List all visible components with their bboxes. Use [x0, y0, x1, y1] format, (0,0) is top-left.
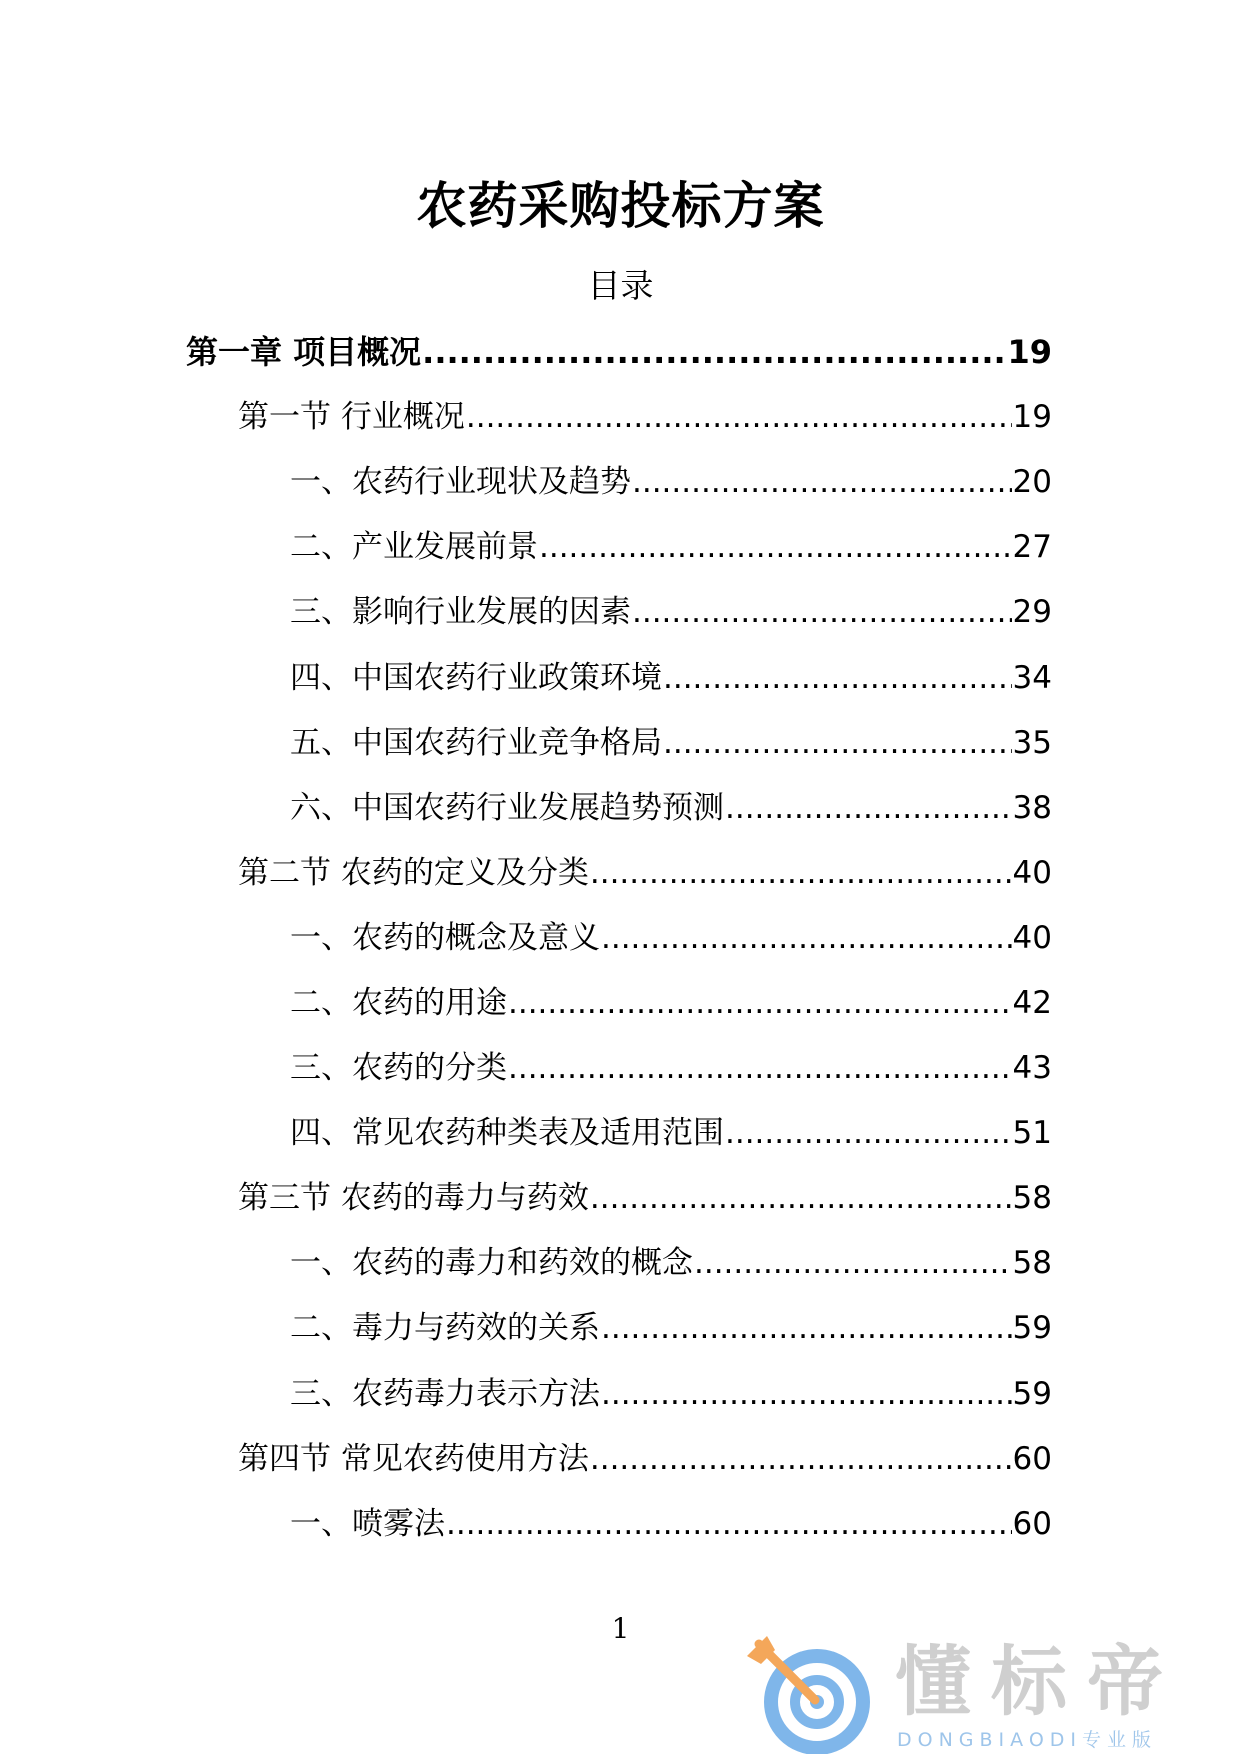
toc-leader-dots [508, 1046, 1012, 1090]
toc-entry-page: 40 [1012, 920, 1052, 956]
toc-entry-label: 二、产业发展前景 [290, 529, 538, 565]
toc-entry-page: 19 [1007, 333, 1052, 371]
toc-entry-page: 59 [1012, 1310, 1052, 1346]
toc-entry-label: 第二节 农药的定义及分类 [238, 855, 589, 891]
toc-entry-label: 第三节 农药的毒力与药效 [238, 1180, 589, 1216]
toc-leader-dots [590, 1437, 1012, 1481]
toc-entry-label: 五、中国农药行业竞争格局 [290, 725, 662, 761]
watermark [745, 1636, 1215, 1754]
toc-entry[interactable] [290, 1372, 1052, 1416]
toc-entry-page: 40 [1012, 855, 1052, 891]
toc-entry-label: 第一章 项目概况 [186, 333, 422, 371]
toc-leader-dots [601, 1306, 1012, 1350]
document-title: 农药采购投标方案 [416, 177, 825, 235]
toc-entry-page: 34 [1012, 660, 1052, 696]
toc-entry-page: 51 [1012, 1115, 1052, 1151]
toc-entry-label: 一、农药的毒力和药效的概念 [290, 1245, 693, 1281]
toc-entry[interactable] [290, 1306, 1052, 1350]
toc-entry[interactable] [290, 1502, 1052, 1546]
toc-entry-page: 43 [1012, 1050, 1052, 1086]
toc-leader-dots [422, 330, 1006, 374]
toc-leader-dots [590, 1176, 1012, 1220]
toc-entry-label: 一、农药行业现状及趋势 [290, 464, 631, 500]
watermark-subtitle: DONGBIAODI专业版 [897, 1729, 1158, 1751]
toc-entry-label: 第一节 行业概况 [238, 399, 465, 435]
toc-entry[interactable] [238, 1176, 1052, 1220]
toc-entry-page: 58 [1012, 1180, 1052, 1216]
toc-entry[interactable] [238, 851, 1052, 895]
toc-leader-dots [590, 851, 1012, 895]
toc-entry[interactable] [290, 786, 1052, 830]
toc-entry-label: 二、农药的用途 [290, 985, 507, 1021]
toc-leader-dots [539, 525, 1012, 569]
toc-leader-dots [663, 656, 1012, 700]
toc-entry-label: 二、毒力与药效的关系 [290, 1310, 600, 1346]
toc-entry-label: 四、中国农药行业政策环境 [290, 660, 662, 696]
toc-entry-label: 三、农药的分类 [290, 1050, 507, 1086]
toc-entry[interactable] [290, 460, 1052, 504]
toc-entry-label: 一、农药的概念及意义 [290, 920, 600, 956]
toc-entry-label: 一、喷雾法 [290, 1506, 445, 1542]
toc-leader-dots [632, 590, 1012, 634]
toc-entry[interactable] [290, 1241, 1052, 1285]
toc-entry-page: 19 [1012, 399, 1052, 435]
toc-leader-dots [725, 1111, 1012, 1155]
toc-entry-label: 三、影响行业发展的因素 [290, 594, 631, 630]
toc-entry[interactable] [290, 590, 1052, 634]
toc-leader-dots [508, 981, 1012, 1025]
toc-entry[interactable] [238, 1437, 1052, 1481]
toc-entry[interactable] [290, 721, 1052, 765]
toc-entry-page: 27 [1012, 529, 1052, 565]
toc-entry-page: 35 [1012, 725, 1052, 761]
toc-entry[interactable] [238, 395, 1052, 439]
toc-entry-page: 59 [1012, 1376, 1052, 1412]
toc-entry[interactable] [290, 916, 1052, 960]
toc-leader-dots [466, 395, 1012, 439]
toc-entry-page: 38 [1012, 790, 1052, 826]
toc-entry-page: 60 [1012, 1441, 1052, 1477]
watermark-brand: 懂标帝 [895, 1637, 1183, 1726]
toc-entry-page: 20 [1012, 464, 1052, 500]
toc-leader-dots [601, 916, 1012, 960]
toc-entry-label: 六、中国农药行业发展趋势预测 [290, 790, 724, 826]
toc-leader-dots [446, 1502, 1012, 1546]
toc-leader-dots [694, 1241, 1012, 1285]
toc-heading: 目录 [587, 266, 654, 305]
toc-entry-page: 60 [1012, 1506, 1052, 1542]
toc-entry-page: 42 [1012, 985, 1052, 1021]
toc-entry[interactable] [290, 981, 1052, 1025]
toc-entry[interactable] [186, 330, 1052, 374]
toc-entry-page: 29 [1012, 594, 1052, 630]
toc-entry-page: 58 [1012, 1245, 1052, 1281]
toc-entry[interactable] [290, 525, 1052, 569]
toc-entry[interactable] [290, 1111, 1052, 1155]
page-number: 1 [611, 1612, 630, 1645]
toc-entry-label: 四、常见农药种类表及适用范围 [290, 1115, 724, 1151]
toc-leader-dots [601, 1372, 1012, 1416]
target-arrow-icon [745, 1636, 875, 1754]
toc-entry-label: 三、农药毒力表示方法 [290, 1376, 600, 1412]
toc-leader-dots [663, 721, 1012, 765]
toc-entry[interactable] [290, 1046, 1052, 1090]
toc-leader-dots [725, 786, 1012, 830]
toc-entry-label: 第四节 常见农药使用方法 [238, 1441, 589, 1477]
toc-entry[interactable] [290, 656, 1052, 700]
toc-leader-dots [632, 460, 1012, 504]
